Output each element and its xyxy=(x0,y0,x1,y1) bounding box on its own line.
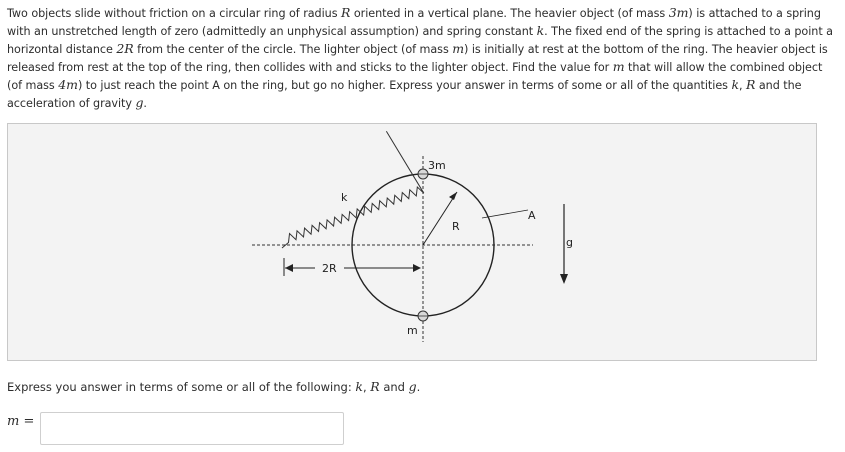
math-var: k xyxy=(536,23,545,38)
math-var: g xyxy=(135,95,144,110)
math-var: R xyxy=(370,379,380,394)
problem-text: . The fixed end of the spring is attached to a point a horizontal distance xyxy=(7,25,833,56)
dimension-arrow-left xyxy=(285,264,293,272)
math-var: g xyxy=(408,379,417,394)
problem-text: Two objects slide without friction on a circular ring of radius xyxy=(7,7,341,20)
answer-label: m = xyxy=(7,414,35,429)
instruction-sep: , xyxy=(362,380,371,394)
instruction-end: . xyxy=(416,380,421,394)
problem-text: ) is initially at rest at the bottom of the ring. The heavier object is released from rest at the top of the ring, then collides with and sticks to the lighter object. Find the value for xyxy=(7,43,828,74)
problem-text: oriented in a vertical plane. The heavier object (of mass xyxy=(350,7,669,20)
answer-input[interactable] xyxy=(40,412,344,445)
problem-text: ) is attached to a spring with an unstretched length of zero (admittedly an unphysical assumption) and spring constant xyxy=(7,7,821,38)
ring-diagram xyxy=(8,124,818,362)
dimension-arrow-right xyxy=(413,264,421,272)
label-R: R xyxy=(452,220,460,233)
label-m: m xyxy=(407,324,418,337)
problem-text: from the center of the circle. The lighter object (of mass xyxy=(133,43,453,56)
instruction-text xyxy=(7,379,420,394)
label-3m: 3m xyxy=(428,159,446,172)
math-var: m xyxy=(612,59,625,74)
problem-text: ) to just reach the point A on the ring, but go no higher. Express your answer in terms of some or all of the quantities xyxy=(77,79,732,92)
label-k: k xyxy=(341,191,348,204)
spring xyxy=(257,126,425,248)
math-var: 3m xyxy=(668,5,689,20)
math-var: k xyxy=(731,77,739,92)
problem-text: that will allow the combined object (of mass xyxy=(7,61,823,92)
gravity-arrowhead xyxy=(560,274,568,284)
problem-statement xyxy=(7,4,837,112)
problem-text: . xyxy=(143,97,147,110)
math-var: k xyxy=(355,379,363,394)
math-var: R xyxy=(341,5,351,20)
label-2R: 2R xyxy=(322,262,337,275)
radius-arrowhead xyxy=(449,192,457,200)
math-var: m xyxy=(452,41,465,56)
instruction-sep: and xyxy=(379,380,409,394)
math-var: 2R xyxy=(116,41,134,56)
radius-line xyxy=(423,192,457,245)
math-var: R xyxy=(746,77,756,92)
problem-text: and the acceleration of gravity xyxy=(7,79,802,110)
math-var: 4m xyxy=(58,77,78,92)
label-A: A xyxy=(528,209,536,222)
point-a-pointer xyxy=(482,210,528,218)
figure-panel xyxy=(7,123,817,361)
instruction-prefix: Express you answer in terms of some or all of the following: xyxy=(7,380,356,394)
label-g: g xyxy=(566,236,573,249)
problem-text: , xyxy=(738,79,746,92)
